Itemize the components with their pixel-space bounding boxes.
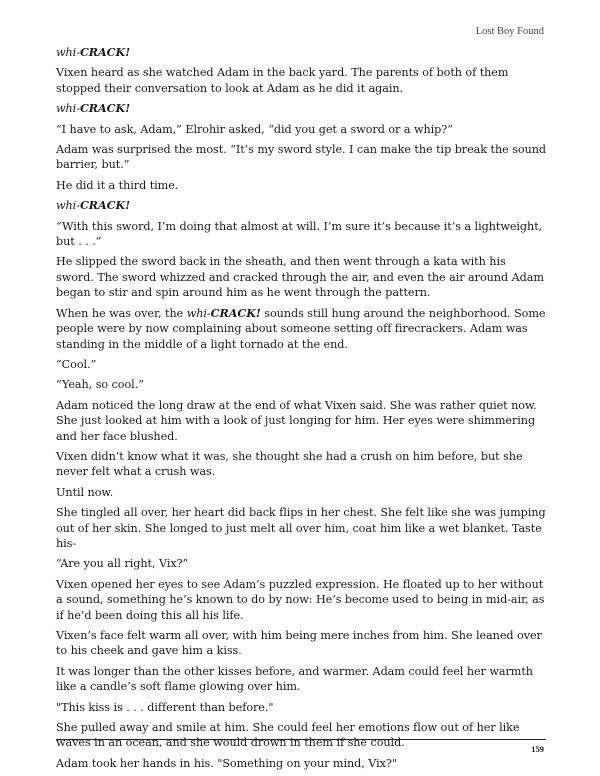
page-number: 159 xyxy=(531,744,544,754)
paragraph xyxy=(56,65,546,96)
paragraph-text: When he was over, the xyxy=(56,306,187,320)
footer-rule xyxy=(56,739,546,740)
sound-effect-prefix: whi- xyxy=(56,46,80,59)
paragraph-text: Until now. xyxy=(56,485,114,499)
paragraph xyxy=(56,756,546,771)
paragraph xyxy=(56,377,546,392)
paragraph xyxy=(56,700,546,715)
paragraph xyxy=(56,398,546,444)
paragraph-text: “Cool.” xyxy=(56,357,97,371)
paragraph-text: “Yeah, so cool.” xyxy=(56,378,144,392)
paragraph-text: Vixen didn’t know what it was, she thought she had a crush on him before, but she never felt what a crush was. xyxy=(56,449,523,479)
sound-effect-emphasis: CRACK! xyxy=(210,305,261,320)
paragraph xyxy=(56,720,546,751)
paragraph-text: Adam noticed the long draw at the end of what Vixen said. She was rather quiet now. She just looked at him with a look of just longing for him. Her eyes were shimmering and her face blushed. xyxy=(56,398,537,443)
paragraph-text: “With this sword, I’m doing that almost at will. I’m sure it’s because it’s a lightweight, but . . .” xyxy=(56,219,543,249)
sound-effect-emphasis: CRACK! xyxy=(79,101,131,116)
paragraph-text: "This kiss is . . . different than before." xyxy=(56,700,274,714)
paragraph xyxy=(56,45,546,60)
paragraph-text: Vixen’s face felt warm all over, with him being mere inches from him. She leaned over to his cheek and gave him a kiss. xyxy=(56,629,542,658)
paragraph xyxy=(56,101,546,116)
sound-effect-prefix: whi- xyxy=(186,306,211,320)
paragraph-text: He slipped the sword back in the sheath, and then went through a kata with his sword. The sword whizzed and cracked through the air, and even the air around Adam began to stir and spin around him as he went through the pattern. xyxy=(56,255,544,300)
paragraph xyxy=(56,219,546,250)
running-head: Lost Boy Found xyxy=(475,26,544,37)
sound-effect-emphasis: CRACK! xyxy=(79,198,131,213)
paragraph xyxy=(56,306,546,352)
paragraph-text: “Are you all right, Vix?” xyxy=(56,557,189,571)
paragraph xyxy=(56,556,546,571)
paragraph xyxy=(56,254,546,300)
paragraph-text: She pulled away and smile at him. She could feel her emotions flow out of her like waves in an ocean, and she would drown in them if she could. xyxy=(56,721,520,750)
paragraph-text: “I have to ask, Adam,” Elrohir asked, “did you get a sword or a whip?” xyxy=(56,122,453,136)
paragraph-text: Vixen opened her eyes to see Adam’s puzzled expression. He floated up to her without a sound, something he’s known to do by now: He’s become used to being in mid-air, as if he’d been doing this all his life. xyxy=(56,577,545,622)
paragraph xyxy=(56,505,546,551)
paragraph xyxy=(56,357,546,372)
body-text xyxy=(56,45,546,776)
paragraph-text: Adam took her hands in his. "Something on your mind, Vix?" xyxy=(56,756,397,770)
paragraph-text: Vixen heard as she watched Adam in the back yard. The parents of both of them stopped their conversation to look at Adam as he did it again. xyxy=(56,66,509,95)
paragraph-text: sounds still hung around the neighborhood. Some people were by now complaining about someone setting off firecrackers. Adam was standing in the middle of a light tornado at the end. xyxy=(56,306,546,351)
paragraph xyxy=(56,198,546,213)
paragraph xyxy=(56,664,546,695)
paragraph-text: It was longer than the other kisses before, and warmer. Adam could feel her warmth like a candle’s soft flame glowing over him. xyxy=(56,664,533,694)
sound-effect-prefix: whi- xyxy=(56,199,80,213)
sound-effect-emphasis: CRACK! xyxy=(79,45,131,59)
paragraph xyxy=(56,449,546,480)
paragraph-text: He did it a third time. xyxy=(56,178,179,192)
paragraph xyxy=(56,122,546,137)
paragraph-text: Adam was surprised the most. “It’s my sword style. I can make the tip break the sound barrier, but.” xyxy=(56,143,547,172)
paragraph xyxy=(56,485,546,500)
paragraph xyxy=(56,628,546,659)
sound-effect-prefix: whi- xyxy=(56,102,80,116)
paragraph xyxy=(56,178,546,193)
paragraph xyxy=(56,577,546,623)
paragraph-text: She tingled all over, her heart did back flips in her chest. She felt like she was jumping out of her skin. She longed to just melt all over him, coat him like a wet blanket. Taste his- xyxy=(56,506,546,550)
paragraph xyxy=(56,142,546,173)
